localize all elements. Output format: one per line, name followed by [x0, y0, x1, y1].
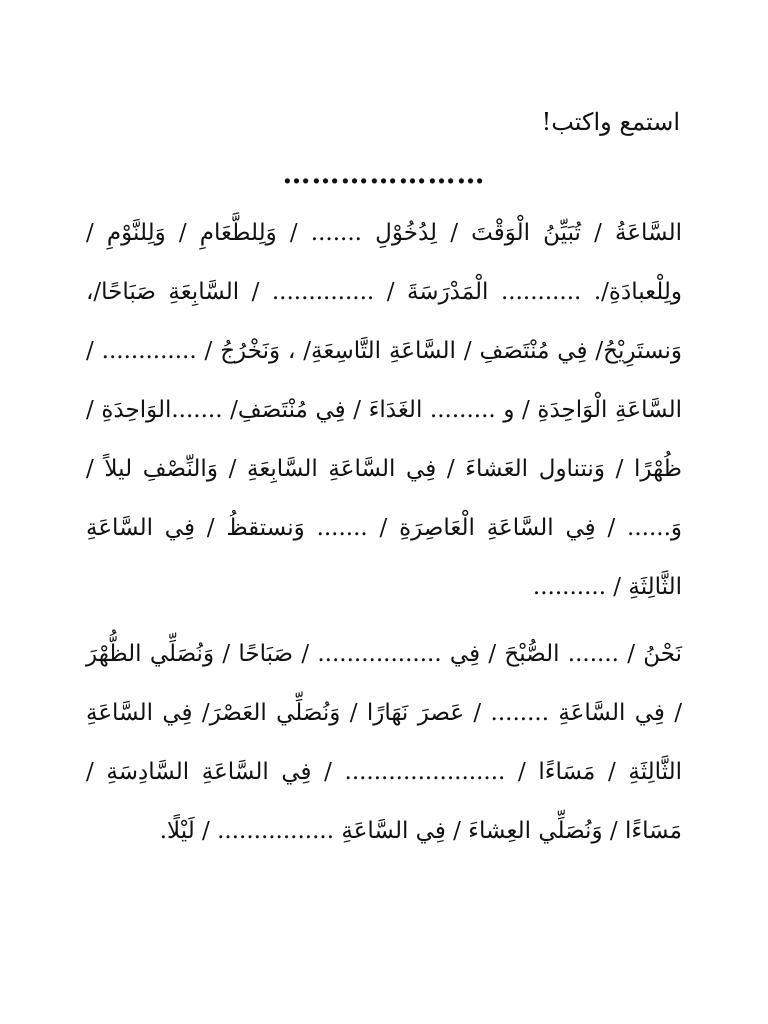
worksheet-title: استمع واكتب! — [541, 108, 680, 136]
paragraph-two: نَحْنُ / ....... الصُّبْحَ / فِي ................. / صَبَاحًا / وَنُصَلِّي الظُّهْرَ / فِي السَّاعَةِ ........ / عَصرَ نَهَارًا / وَنُصَلِّي العَصْرَ/ فِي السَّاعَةِ الثَّالِثَةِ / مَسَاءًا / ...................... / فِي السَّاعَةِ السَّادِسَةِ / مَسَاءًا / وَنُصَلِّي العِشاءَ / فِي السَّاعَةِ ................ / لَيْلًا. — [86, 641, 682, 844]
paragraph-one: السَّاعَةُ / تُبَيِّنُ الْوَقْتَ / لِدُخُوْلِ ....... / وَلِلطَّعَامِ / وَلِلنَّوْمِ / ولِلْعبادَةِ/. ........... الْمَدْرَسَةَ / .............. / السَّابِعَةِ صَبَاحًا/، وَنستَرِيْحُ/ فِي مُنْتَصَفِ / السَّاعَةِ التَّاسِعَةِ/ ، وَنَخْرُجُ / ............. / السَّاعَةِ الْوَاحِدَةِ / و ......... الغَدَاءَ / فِي مُنْتَصَفِ/ .......الوَاحِدَةِ / ظُهْرًا / وَنتناول العَشاءَ / فِي السَّاعَةِ السَّابِعَةِ / وَالنِّصْفِ ليلاً / وَ...... / فِي السَّاعَةِ الْعَاصِرَةِ / ....... وَنستقظُ / فِي السَّاعَةِ الثَّالِثَةِ / .......... — [86, 220, 682, 600]
title-blank-line: ………………… — [282, 157, 486, 190]
